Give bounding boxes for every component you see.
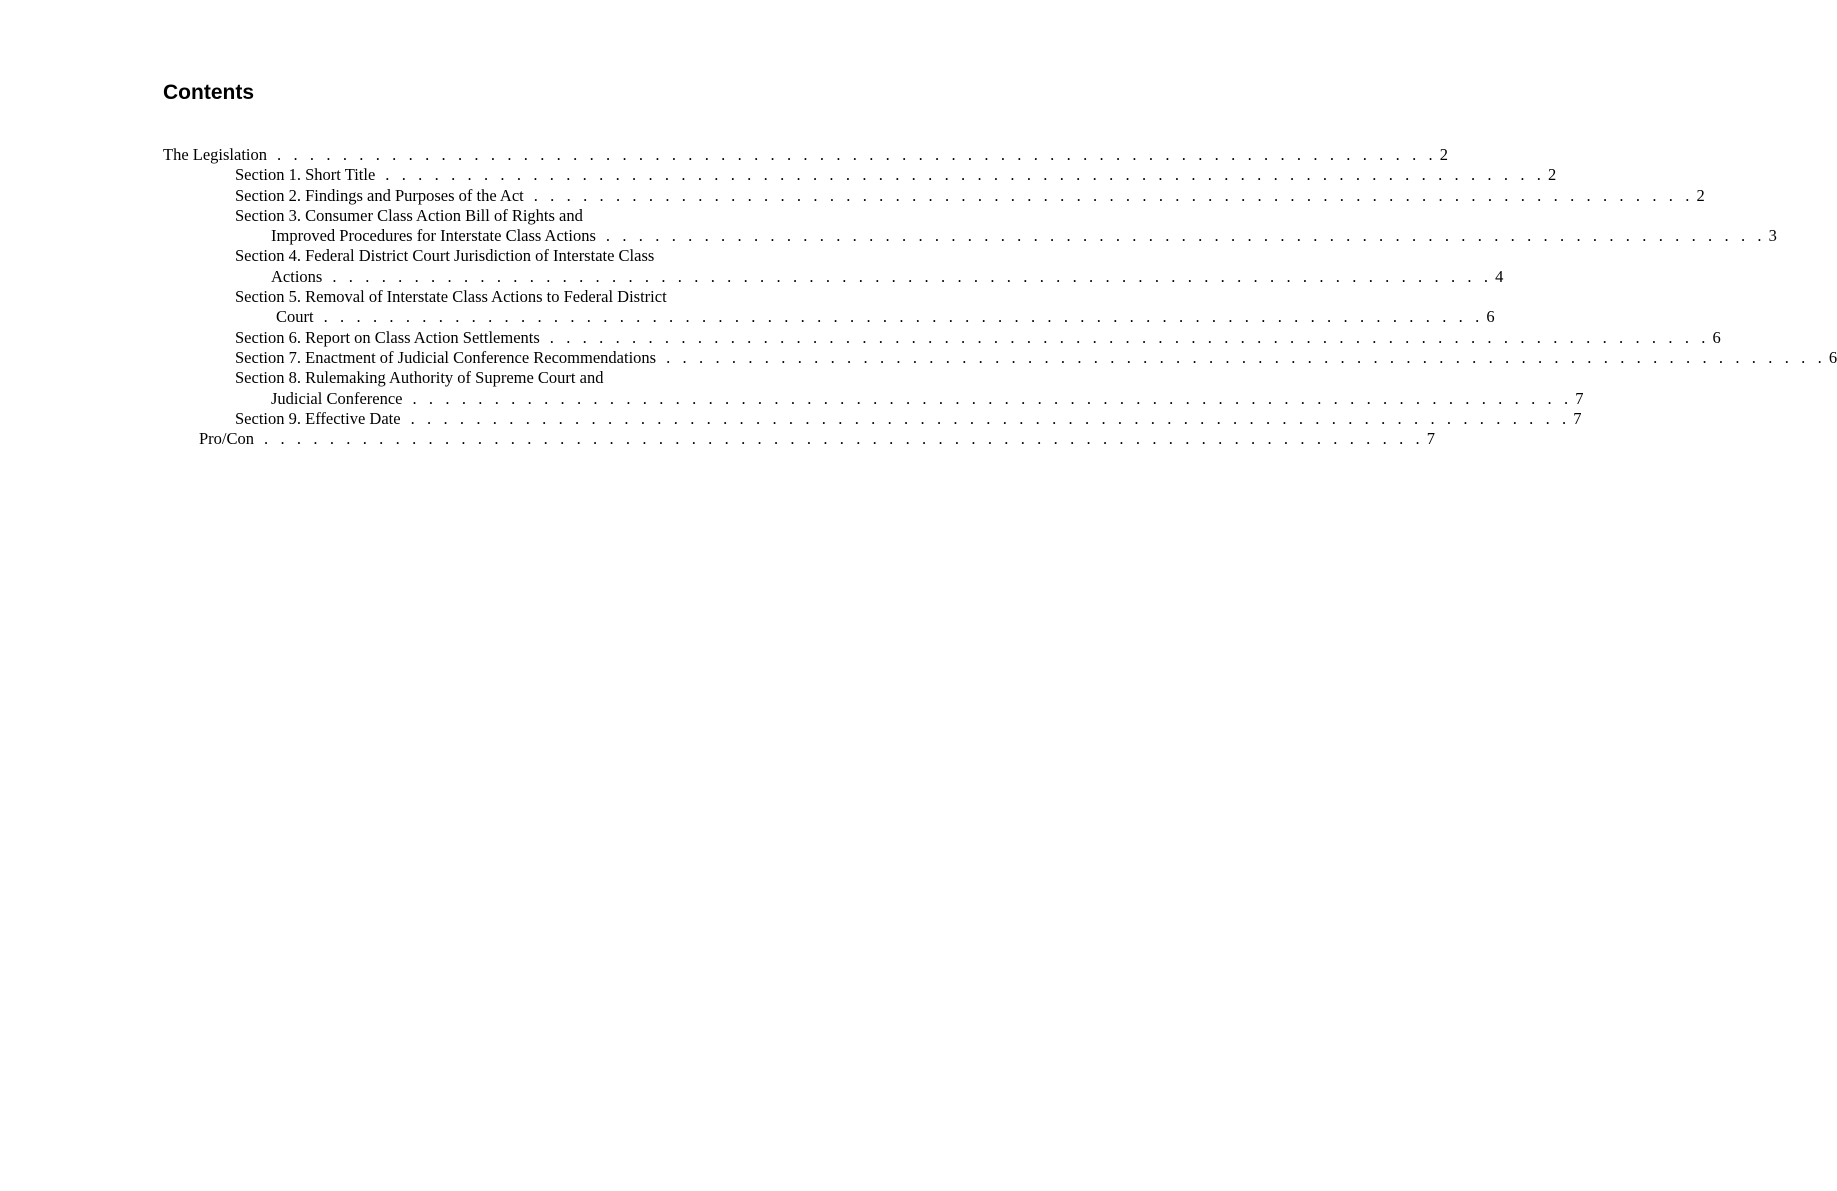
toc-entry-section-9[interactable] [163, 408, 1582, 429]
toc-entry-label-line1: Section 4. Federal District Court Jurisdiction of Interstate Class [235, 246, 655, 266]
dot-leader: . . . . . . . . . . . . . . . . . . . . . . . . . . . . . . . . . . . . . . . . . . . . . . . . . . . . . . . . . . . . . . . . . . . . . . . [605, 226, 1766, 246]
dot-leader: . . . . . . . . . . . . . . . . . . . . . . . . . . . . . . . . . . . . . . . . . . . . . . . . . . . . . . . . . . . . . . . . . . . . . . . [332, 266, 1493, 286]
dot-leader: . . . . . . . . . . . . . . . . . . . . . . . . . . . . . . . . . . . . . . . . . . . . . . . . . . . . . . . . . . . . . . . . . . . . . . . [549, 327, 1710, 347]
toc-page-number: 4 [1495, 266, 1504, 286]
dot-leader: . . . . . . . . . . . . . . . . . . . . . . . . . . . . . . . . . . . . . . . . . . . . . . . . . . . . . . . . . . . . . . . . . . . . . . . [533, 185, 1694, 205]
toc-page-number: 7 [1575, 388, 1584, 408]
dot-leader: . . . . . . . . . . . . . . . . . . . . . . . . . . . . . . . . . . . . . . . . . . . . . . . . . . . . . . . . . . . . . . . . . . . . . . . [385, 165, 1546, 185]
dot-leader: . . . . . . . . . . . . . . . . . . . . . . . . . . . . . . . . . . . . . . . . . . . . . . . . . . . . . . . . . . . . . . . . . . . . . . . [666, 347, 1826, 367]
page-title: Contents [163, 81, 254, 104]
toc-entry-section-4[interactable] [163, 246, 1504, 287]
dot-leader: . . . . . . . . . . . . . . . . . . . . . . . . . . . . . . . . . . . . . . . . . . . . . . . . . . . . . . . . . . . . . . . . . . . . . . . [264, 429, 1424, 449]
toc-entry-label: Section 1. Short Title [235, 165, 376, 185]
toc-page-number: 2 [1548, 165, 1557, 185]
toc-entry-section-1[interactable] [163, 165, 1557, 185]
toc-entry-label-line1: Section 3. Consumer Class Action Bill of Rights and [235, 205, 583, 225]
toc-entry-section-5[interactable] [163, 287, 1495, 328]
toc-entry-label-line2: Actions [271, 266, 323, 286]
toc-page-number: 7 [1426, 429, 1435, 449]
toc-entry-section-8[interactable] [163, 368, 1584, 409]
toc-entry-label-line2: Judicial Conference [271, 388, 403, 408]
toc-page-number: 2 [1696, 185, 1705, 205]
toc-entry-label: Section 2. Findings and Purposes of the Act [235, 185, 524, 205]
toc-entry-label: Pro/Con [199, 429, 255, 449]
toc-entry-pro-con[interactable] [163, 429, 1435, 449]
toc-page-number: 7 [1573, 408, 1582, 428]
toc-page-number: 2 [1439, 145, 1448, 164]
toc-page-number: 6 [1486, 307, 1495, 327]
table-of-contents [163, 145, 1837, 449]
toc-page-number: 3 [1768, 226, 1777, 246]
toc-entry-label: Section 9. Effective Date [235, 408, 401, 428]
toc-entry-the-legislation[interactable] [163, 145, 1448, 165]
toc-entry-section-6[interactable] [163, 327, 1721, 348]
toc-entry-section-3[interactable] [163, 205, 1777, 247]
toc-page-number: 6 [1828, 347, 1837, 367]
toc-entry-label: Section 7. Enactment of Judicial Conference Recommendations [235, 347, 657, 367]
toc-entry-label-line2: Court [276, 307, 314, 327]
toc-page-number: 6 [1712, 327, 1721, 347]
dot-leader: . . . . . . . . . . . . . . . . . . . . . . . . . . . . . . . . . . . . . . . . . . . . . . . . . . . . . . . . . . . . . . . . . . . . . . . [412, 388, 1573, 408]
toc-entry-label-line2: Improved Procedures for Interstate Class Actions [271, 226, 596, 246]
toc-entry-label: The Legislation [163, 145, 268, 164]
dot-leader: . . . . . . . . . . . . . . . . . . . . . . . . . . . . . . . . . . . . . . . . . . . . . . . . . . . . . . . . . . . . . . . . . . . . . . . [323, 307, 1484, 327]
dot-leader: . . . . . . . . . . . . . . . . . . . . . . . . . . . . . . . . . . . . . . . . . . . . . . . . . . . . . . . . . . . . . . . . . . . . . . . [277, 145, 1437, 164]
toc-entry-label-line1: Section 8. Rulemaking Authority of Supreme Court and [235, 368, 604, 388]
toc-entry-section-2[interactable] [163, 185, 1705, 206]
dot-leader: . . . . . . . . . . . . . . . . . . . . . . . . . . . . . . . . . . . . . . . . . . . . . . . . . . . . . . . . . . . . . . . . . . . . . . . [410, 408, 1571, 428]
toc-entry-label-line1: Section 5. Removal of Interstate Class Actions to Federal District [235, 287, 667, 307]
toc-entry-section-7[interactable] [163, 347, 1837, 368]
toc-entry-label: Section 6. Report on Class Action Settlements [235, 327, 540, 347]
